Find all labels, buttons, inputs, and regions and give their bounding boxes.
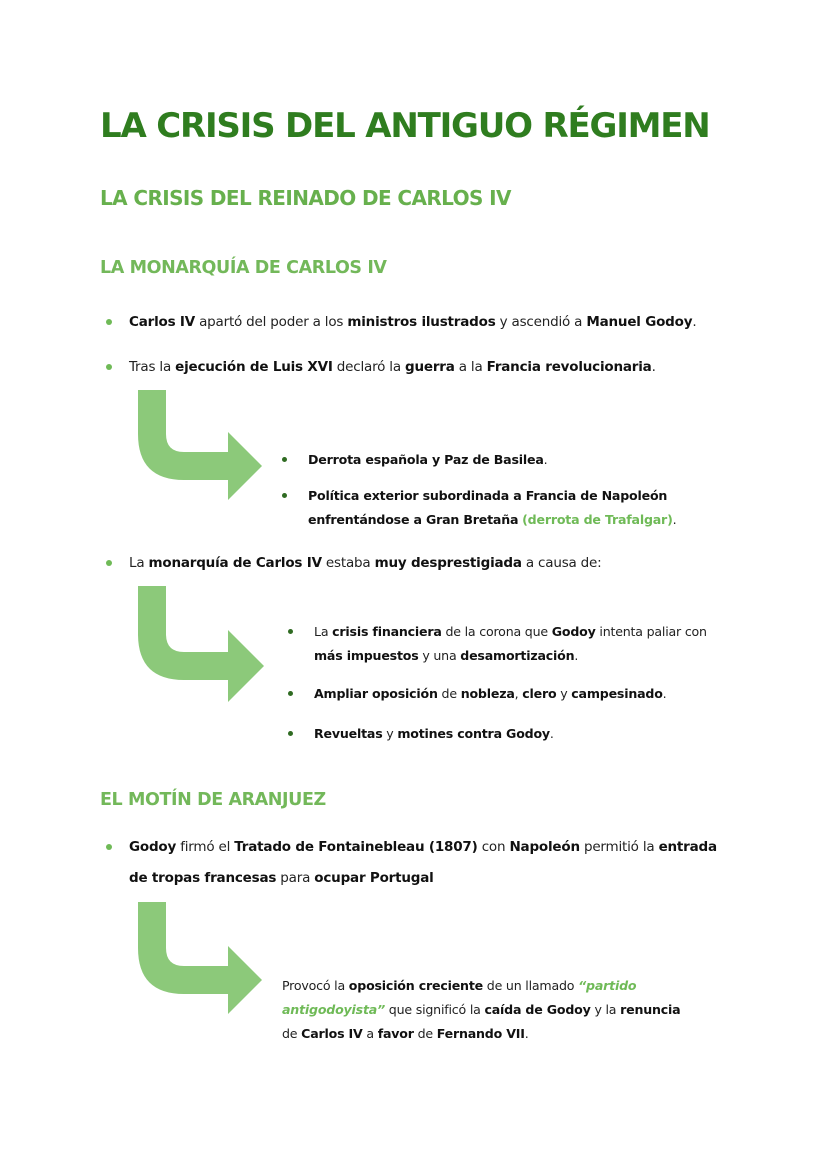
bullet-dot-icon (288, 629, 293, 634)
bullet-item: Tras la ejecución de Luis XVI declaró la guerra a la Francia revolucionaria. (100, 352, 749, 382)
bullet-dot-icon (106, 844, 112, 850)
sub-bullet-item: La crisis financiera de la corona que Godoy intenta paliar con más impuestos y una desamortización. (285, 620, 709, 668)
curved-arrow-icon (136, 390, 266, 512)
sub-bullet-item: Derrota española y Paz de Basilea. (279, 448, 708, 472)
section-heading-aranjuez: EL MOTÍN DE ARANJUEZ (100, 790, 326, 810)
bullet-dot-icon (106, 319, 112, 325)
sub-bullet-item: Política exterior subordinada a Francia de Napoleón enfrentándose a Gran Bretaña (derrota de Trafalgar). (279, 484, 708, 532)
bullet-item: Carlos IV apartó del poder a los ministros ilustrados y ascendió a Manuel Godoy. (100, 307, 749, 337)
bullet-dot-icon (282, 457, 287, 462)
bullet-item: La monarquía de Carlos IV estaba muy desprestigiada a causa de: (100, 548, 749, 578)
sub-bullet-item: Ampliar oposición de nobleza, clero y campesinado. (285, 682, 734, 706)
bullet-item: Godoy firmó el Tratado de Fontainebleau (1807) con Napoleón permitió la entrada de tropas francesas para ocupar Portugal (100, 832, 729, 894)
chapter-heading: LA CRISIS DEL REINADO DE CARLOS IV (100, 186, 511, 210)
bullet-dot-icon (288, 691, 293, 696)
sub-bullet-item: Revueltas y motines contra Godoy. (285, 722, 734, 746)
consequence-paragraph: Provocó la oposición creciente de un llamado “partido antigodoyista” que significó la caída de Godoy y la renuncia de Carlos IV a favor de Fernando VII. (282, 978, 681, 1041)
section-heading-monarquia: LA MONARQUÍA DE CARLOS IV (100, 258, 387, 278)
curved-arrow-icon (136, 902, 266, 1024)
curved-arrow-icon (136, 586, 266, 714)
bullet-dot-icon (282, 493, 287, 498)
bullet-dot-icon (288, 731, 293, 736)
bullet-dot-icon (106, 364, 112, 370)
page-title: LA CRISIS DEL ANTIGUO RÉGIMEN (100, 106, 710, 146)
bullet-dot-icon (106, 560, 112, 566)
